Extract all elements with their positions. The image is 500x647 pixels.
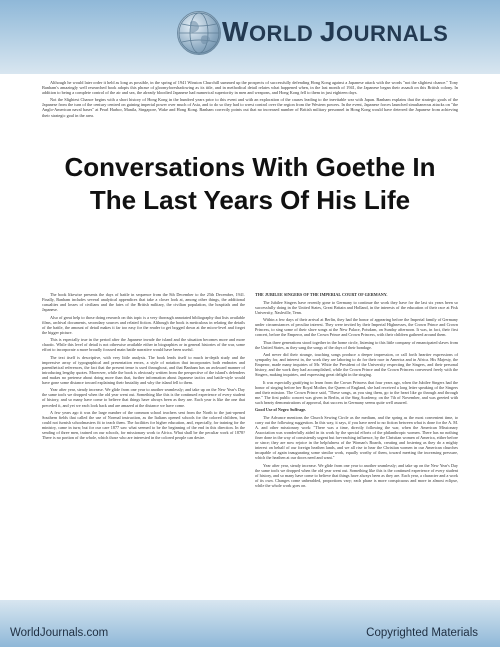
left-paragraph: This is especially true in the period after the Japanese invade the island and the situation becomes more and more chaotic. While this level of detail is not otherwise available either in biographies or in general histories of the war, some effort to incorporate a more broadly focused main battle narrative would have been useful. — [42, 337, 245, 353]
body-columns — [42, 292, 458, 592]
intro-text-block — [42, 80, 458, 120]
right-paragraph: And never did their strange, touching songs produce a deeper impression, or call forth heartier expressions of sympathy for, and interest in, the work they are laboring to do for their race in America and in Africa. His Majesty, the Emperor, made many inquiries of Mr. White the President of the University respecting the Singers, and their personal history, and the work they had accomplished, while the Crown Prince and the Crown Princess conversed freely with the Singers, making inquiries, and expressing great delight in the singing. — [255, 352, 458, 378]
footer-site-name: WorldJournals.com — [10, 627, 109, 639]
title-line-1: Conversations With Goethe In — [64, 152, 436, 182]
brand-letter-j: J — [319, 16, 336, 47]
right-paragraph: Thus three generations stood together in the home circle, listening to this little company of emancipated slaves from the United States, as they sang the songs of the days of their bondage. — [255, 339, 458, 350]
intro-paragraph: Not the Slightest Chance begins with a short history of Hong Kong in the hundred years prior to this event and with an exploration of the causes leading to the inevitable war with Japan. Banham explains that the strategic goals of the Japanese from the turn of the century centred on gaining imperial power over much of Asia, and to do so they had to wrest control over the region from the Western powers. In the event, Japanese forces launched simultaneous attacks on "the Anglo-American naval bases" at Pearl Harbor, Manila, Singapore, Wake and Hong Kong. Banham correctly points out that no increased number of British military personnel in Hong Kong would have deterred the Japanese from achieving their strategic goal in the area. — [42, 97, 458, 118]
left-paragraph: Year after year, steady increase. We glide from one year to another seamlessly; and take up on the New Year's Day the same tools we dropped when the old year went out. Something like this is the continued experience of every student of history, and so many have come to believe that things have always been as they are. Each year is like the one that preceded it, and yet we each look back and are amazed at the distance we have come. — [42, 387, 245, 408]
right-paragraph: The Jubilee Singers have recently gone to Germany to continue the work they have for the last six years been so successfully doing in the United States, Great Britain and Holland, in the interests of the education of their race at Fisk University, Nashville, Tenn. — [255, 299, 458, 315]
globe-icon — [177, 11, 221, 55]
right-column-heading: THE JUBILEE SINGERS OF THE IMPERIAL COURT OF GERMANY. — [255, 292, 388, 297]
brand-letter-w: W — [222, 16, 249, 47]
left-paragraph: The text itself is descriptive, with very little analysis. The book lends itself to much in-depth study and the impressive array of typographical and presentation errors, a style of notation that incorporates both endnotes and parenthetical references, the fact that the present tense is used throughout, and that Banham has an awkward manner of introducing lengthy quotes. Moreover, while the book is obviously written from the perspective of the island's defenders and makes no pretense about doing more than that, further information about Japanese tactics and battle-style would have gone some distance toward explaining their brutality and why the island fell to them. — [42, 354, 245, 385]
page-title — [0, 151, 500, 217]
brand-logo-text — [222, 18, 448, 46]
right-paragraph: Year after year, steady increase. We glide from one year to another seamlessly; and take up on the New Year's Day the same tools we dropped when the old year went out. Something like this is the continued experience of every student of history, and so many have come to believe that things have always been as they are. Each year, a character and a work of its own. Changes come unheralded, proportions vary; each phase is more conspicuous and more in almost eclipse, while the whole work goes on. — [255, 462, 458, 488]
right-paragraph: Within a few days of their arrival at Berlin, they had the honor of appearing before the Imperial family of Germany under circumstances of peculiar interest. They were invited by their Imperial Highnesses, the Crown Prince and Crown Princess, to sing some of their slave songs at the New Palace, Potsdam, on Sunday afternoon. It was, in fact, their first concert, before the Emperor, and the Crown Prince and Crown Princess, with their children gathered around them. — [255, 317, 458, 338]
intro-paragraph: Although he would later order it held as long as possible, in the spring of 1941 Winston Churchill summed up the prospects of successfully defending Hong Kong against a Japanese attack with the words "not the slightest chance." Tony Banham's amazingly well researched book adopts this phrase of gloomyforeshadowing as its title, and in methodical detail relates what happened when, in the last month of 1941, the Japanese began their assault on this British colony. In addition to being a complete control of the air and sea, the already bloodied Japanese had numerical superiority in men and weapons, and Hong Kong fell to them in just eighteen days. — [42, 80, 458, 96]
header-banner — [0, 0, 500, 74]
brand-part-ournals: OURNALS — [335, 21, 449, 46]
right-paragraph: The Advance mentions the Church Sewing Circle as the medium, and the spring as the most convenient time, to carry out the following suggestion. In this way, it says, if you have need to no fiction between what is done for the A. M. A. and other missionary work: "There was a time, directly following the war, when the American Missionary Association was wonderfully aided in its work by the special efforts of the philanthropic women. There has no nothing finer done in the way of consistently urgent but far-reaching influence, by the Christian women of America, either before or since; they are now rejoice in the helpfulness of the Woman's Boards, creating and fostering as they do a mighty interest on behalf of our foreign heathen lands, and we all rise to hear the Christian women in our American churches incapable of again inaugurating some similar work, equally worthy of them, toward meeting the increasing pressure, which the heathen at our doors need and want." — [255, 414, 458, 461]
left-column — [42, 292, 245, 592]
right-subheading: Good Use of Negro Suffrage. — [255, 407, 307, 413]
title-line-2: The Last Years Of His Life — [89, 185, 411, 215]
left-paragraph: Also of great help to those doing research on this topic is a very thorough annotated bibliography that lists available films, archival documents, secondary sources and related fiction. Although the book is meticulous in relating the details of the battle, the amount of detail makes it far too easy for the reader to get bogged down at the micro-level and forget the bigger picture. — [42, 314, 245, 335]
brand-part-orld: ORLD — [248, 21, 320, 46]
footer-banner — [0, 600, 500, 647]
left-paragraph: A few years ago it was the large number of the common school teachers sent from the North to the just-opened Southern fields that called the use of Normal instruction, as the Italians opened schools for the colored children, but could not furnish schoolmasters fit to teach them. The facilities for higher education, and, especially, for training for the ministry, came in turn; but for our care 1877 saw what seemed to be the beginning of the end in this direction. In the sending of three men, trained on our schools, for missionary work to Africa. What shall be the peculiar work of 1878? There is no portion of the whole, which those who are interested in the colored people can desire. — [42, 409, 245, 441]
right-column — [255, 292, 458, 592]
footer-copyright: Copyrighted Materials — [366, 627, 478, 639]
left-paragraph: The book likewise presents the days of battle in sequence from the 8th December to the 25th December, 1941. Finally, Banham includes several analytical appendices that take a closer look at, among other things, the additional casualties and losses of civilians and the fates of the British military, the civilian population, the hospitals and the Japanese. — [42, 292, 245, 313]
right-paragraph: It was especially gratifying to learn from the Crown Princess that four years ago, when the Jubilee Singers had the honor of singing before her Royal Mother, the Queen of England, she had received a long letter speaking of the Singers and their mission. The Crown Prince said, "These songs, as you sing them, go to the heart like go through and through me." The first public concert was given in Berlin, at the Sing Academy, on the 7th of November, and was greeted with such hearty demonstrations of approval, that success in Germany seems quite well assured. — [255, 379, 458, 405]
